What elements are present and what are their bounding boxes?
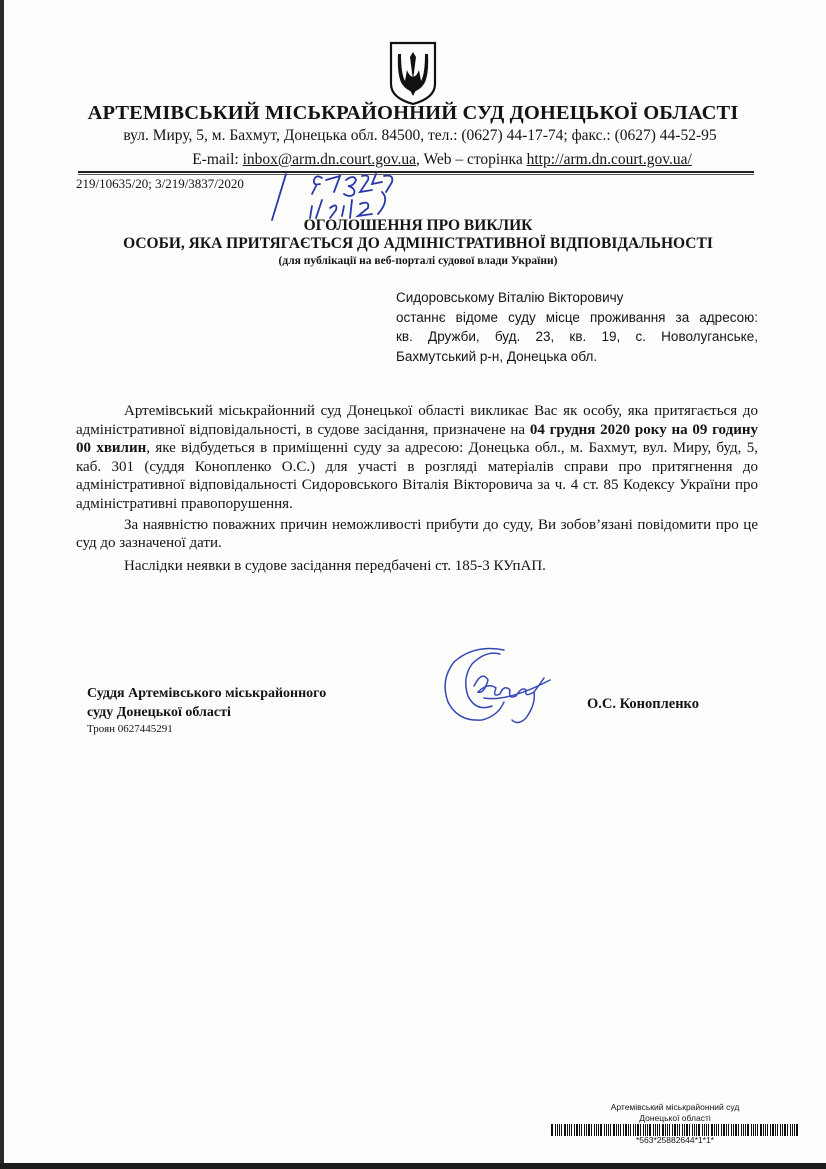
recipient-name: Сидоровському Віталію Вікторовичу	[396, 290, 624, 305]
barcode-bar	[551, 1124, 553, 1136]
scan-left-edge	[0, 0, 4, 1169]
stamp-court-line-1: Артемівський міськрайонний суд	[610, 1102, 740, 1112]
body-p1-end: , яке відбудеться в приміщенні суду за адресою: Донецька обл., м. Бахмут, вул. Миру, буд, 5, каб. 301 (суддя Конопленко О.С.) для участі в розгляді матеріалів справи про притягнення до адміністративної відповідальності Сидоровського Віталія Вікторовича за ч. 4 ст. 85 Кодексу України про адміністративні правопорушення.	[76, 440, 758, 512]
scan-bottom-edge	[0, 1163, 826, 1169]
barcode-bar	[794, 1124, 795, 1136]
recipient-address-line-1: останнє відоме суду місце проживання за адресою:	[396, 309, 758, 325]
hearing-date: 04 грудня 2020 року на 09 годину 00 хвилин	[76, 421, 758, 457]
stamp-court-line-2: Донецької області	[639, 1113, 711, 1123]
body-paragraph-3: Наслідки неявки в судове засідання передбачені ст. 185-3 КУпАП.	[124, 557, 546, 574]
case-numbers: 219/10635/20; 3/219/3837/2020	[76, 176, 244, 191]
judge-title-line-2: суду Донецької області	[87, 705, 231, 720]
handwritten-registration-mark	[264, 170, 414, 222]
recipient-address-line-2: кв. Дружби, буд. 23, кв. 19, с. Новолуганське,	[396, 329, 758, 344]
notice-subtitle: (для публікації на веб-порталі судової влади України)	[278, 255, 558, 267]
notice-title	[0, 217, 826, 253]
barcode-bar	[796, 1124, 798, 1136]
notice-title-line-1: ОГОЛОШЕННЯ ПРО ВИКЛИК	[303, 217, 533, 234]
barcode-bar	[555, 1124, 556, 1136]
trident-emblem-icon	[388, 40, 438, 106]
executor-contact: Троян 0627445291	[87, 723, 173, 735]
body-paragraph-1	[76, 402, 758, 514]
court-name: АРТЕМІВСЬКИЙ МІСЬКРАЙОННИЙ СУД ДОНЕЦЬКОЇ ОБЛАСТІ	[87, 102, 739, 124]
judge-signature	[438, 640, 556, 728]
registration-stamp	[560, 1102, 790, 1124]
body-paragraph-2: За наявністю поважних причин неможливості прибути до суду, Ви зобов’язані повідомити про це суд до зазначеної дати.	[76, 516, 758, 552]
court-address: вул. Миру, 5, м. Бахмут, Донецька обл. 84500, тел.: (0627) 44-17-74; факс.: (0627) 44-52-95	[123, 127, 717, 144]
recipient-address-line-3: Бахмутський р-н, Донецька обл.	[396, 348, 598, 364]
header-divider-thin	[78, 174, 754, 175]
notice-body	[76, 402, 758, 575]
judge-title	[87, 684, 326, 722]
web-label: , Web – сторінка	[416, 151, 527, 168]
email-link[interactable]: inbox@arm.dn.court.gov.ua	[242, 151, 416, 168]
barcode-bar	[557, 1124, 558, 1136]
court-contacts	[0, 151, 826, 169]
barcode-bar	[790, 1124, 791, 1136]
email-label: E-mail:	[192, 151, 243, 168]
barcode-number: *563*25882644*1*1*	[636, 1135, 714, 1145]
body-p1-start: Артемівський міськрайонний суд Донецької області викликає Вас як особу, яка притягається до адміністративної відповідальності, в судове засідання, призначене на	[76, 403, 758, 438]
notice-title-line-2: ОСОБИ, ЯКА ПРИТЯГАЄТЬСЯ ДО АДМІНІСТРАТИВНОЇ ВІДПОВІДАЛЬНОСТІ	[123, 235, 713, 252]
header-divider	[78, 171, 754, 173]
judge-title-line-1: Суддя Артемівського міськрайонного	[87, 686, 327, 701]
barcode-bar	[792, 1124, 793, 1136]
web-link[interactable]: http://arm.dn.court.gov.ua/	[526, 151, 692, 168]
recipient-block	[396, 288, 758, 366]
judge-name: О.С. Конопленко	[587, 696, 699, 712]
